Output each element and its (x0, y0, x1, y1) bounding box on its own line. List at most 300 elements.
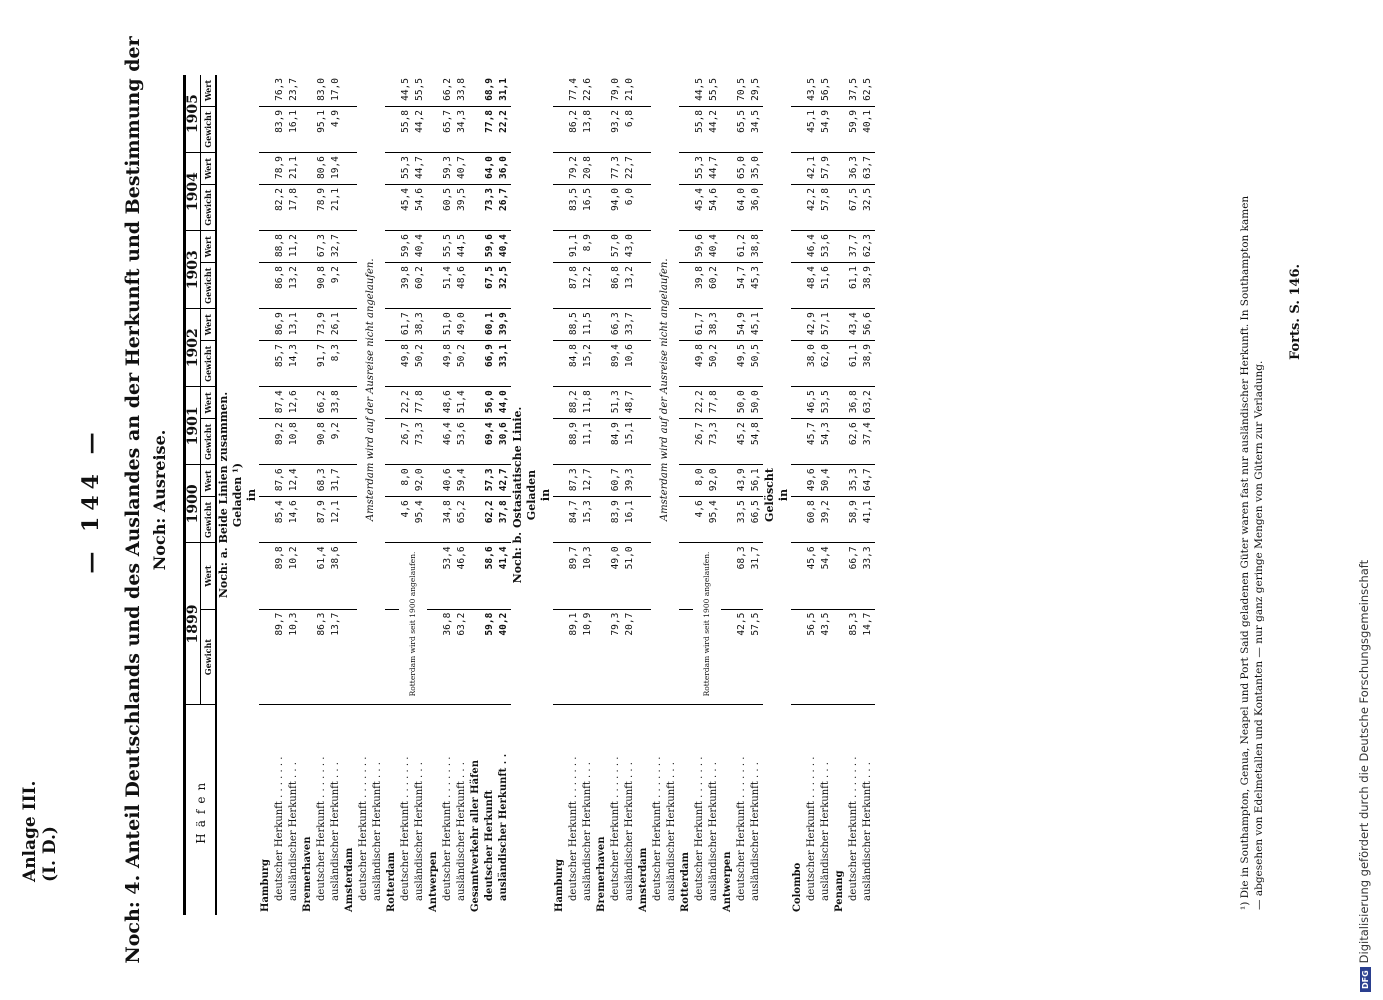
empty-cell (553, 263, 567, 309)
empty-cell (385, 609, 399, 705)
value-cell: 77,3 (609, 153, 623, 185)
empty-cell (301, 309, 315, 341)
value-cell: 53,6 (455, 419, 469, 465)
empty-cell (791, 387, 805, 419)
table-row (273, 75, 287, 915)
value-cell: 12,2 (581, 263, 595, 309)
value-cell: 64,0 (483, 153, 497, 185)
empty-cell (301, 609, 315, 705)
digitization-notice-bar (1357, 0, 1371, 1000)
value-cell: 49,5 (735, 341, 749, 387)
wert-header: Wert (201, 309, 217, 341)
port-label-row (301, 75, 315, 915)
port-label-row (595, 75, 609, 915)
value-cell: 42,2 (805, 185, 819, 231)
rotterdam-note: Rotterdam wird seit 1900 angelaufen. (399, 543, 427, 705)
value-cell: 35,3 (847, 465, 861, 497)
value-cell: 42,5 (735, 609, 749, 705)
empty-cell (833, 465, 847, 497)
empty-cell (791, 497, 805, 543)
value-cell: 36,3 (847, 153, 861, 185)
value-cell: 36,8 (441, 609, 455, 705)
empty-cell (791, 419, 805, 465)
value-cell: 60,5 (441, 185, 455, 231)
value-cell: 44,2 (413, 106, 427, 152)
value-cell: 40,4 (707, 231, 721, 263)
table-row (567, 75, 581, 915)
value-cell: 33,5 (735, 497, 749, 543)
empty-cell (553, 106, 567, 152)
value-cell: 26,7 (497, 185, 511, 231)
value-cell: 30,6 (497, 419, 511, 465)
empty-cell (637, 465, 651, 497)
empty-cell (259, 153, 273, 185)
empty-cell (469, 231, 483, 263)
table-row (735, 75, 749, 915)
empty-cell (385, 309, 399, 341)
value-cell: 73,3 (413, 419, 427, 465)
empty-cell (637, 497, 651, 543)
value-cell: 9,2 (329, 263, 343, 309)
value-cell: 13,2 (287, 263, 301, 309)
value-cell: 38,3 (413, 309, 427, 341)
value-cell: 85,4 (273, 497, 287, 543)
empty-cell (791, 75, 805, 106)
value-cell: 8,9 (581, 231, 595, 263)
gewicht-header: Gewicht (201, 609, 217, 705)
port-label-row (679, 75, 693, 915)
empty-cell (637, 387, 651, 419)
value-cell: 67,5 (847, 185, 861, 231)
empty-cell (791, 309, 805, 341)
wert-header: Wert (201, 75, 217, 106)
empty-cell (469, 543, 483, 609)
value-cell: 45,7 (805, 419, 819, 465)
empty-cell (427, 231, 441, 263)
value-cell: 70,5 (735, 75, 749, 106)
value-cell: 13,7 (329, 609, 343, 705)
year-header: 1899 (185, 543, 201, 705)
value-cell: 62,0 (819, 341, 833, 387)
value-cell: 13,8 (581, 106, 595, 152)
empty-cell (721, 609, 735, 705)
value-cell: 77,8 (413, 387, 427, 419)
empty-cell (595, 153, 609, 185)
empty-cell (721, 185, 735, 231)
empty-cell (721, 75, 735, 106)
value-cell: 62,2 (483, 497, 497, 543)
port-label: Rotterdam (680, 852, 691, 912)
year-header: 1904 (185, 153, 201, 231)
value-cell: 34,5 (749, 106, 763, 152)
value-cell: 49,8 (399, 341, 413, 387)
empty-cell (343, 419, 357, 465)
dfg-logo-icon: DFG (1360, 967, 1371, 992)
value-cell: 10,6 (623, 341, 637, 387)
value-cell: 95,4 (707, 497, 721, 543)
row-label: ausländischer Herkunft . . . (414, 762, 425, 901)
empty-cell (637, 153, 651, 185)
row-label: ausländischer Herkunft . . . (666, 762, 677, 901)
row-label: ausländischer Herkunft . . . (820, 762, 831, 901)
value-cell: 91,7 (315, 341, 329, 387)
value-cell: 29,5 (749, 75, 763, 106)
value-cell: 79,0 (609, 75, 623, 106)
empty-cell (385, 263, 399, 309)
value-cell: 89,2 (273, 419, 287, 465)
table-row (287, 75, 301, 915)
value-cell: 66,2 (315, 387, 329, 419)
empty-cell (637, 543, 651, 609)
value-cell: 48,4 (805, 263, 819, 309)
value-cell: 39,3 (623, 465, 637, 497)
empty-cell (721, 387, 735, 419)
value-cell: 92,0 (413, 465, 427, 497)
table-row (455, 75, 469, 915)
value-cell: 10,9 (581, 609, 595, 705)
group-geloescht-row (763, 75, 777, 915)
empty-cell (595, 609, 609, 705)
empty-cell (721, 106, 735, 152)
port-label-row (833, 75, 847, 915)
value-cell: 46,5 (805, 387, 819, 419)
value-cell: 32,5 (497, 263, 511, 309)
value-cell: 77,8 (483, 106, 497, 152)
row-label: ausländischer Herkunft . . . (708, 762, 719, 901)
empty-cell (595, 75, 609, 106)
empty-cell (595, 106, 609, 152)
value-cell: 45,1 (749, 309, 763, 341)
value-cell: 78,9 (315, 185, 329, 231)
value-cell: 45,3 (749, 263, 763, 309)
amsterdam-note: Amsterdam wird auf der Ausreise nicht angelaufen. (651, 75, 679, 705)
empty-cell (301, 387, 315, 419)
value-cell: 44,5 (693, 75, 707, 106)
empty-cell (833, 231, 847, 263)
empty-cell (679, 185, 693, 231)
value-cell: 46,4 (805, 231, 819, 263)
value-cell: 61,7 (399, 309, 413, 341)
value-cell: 38,0 (805, 341, 819, 387)
table-row (497, 75, 511, 915)
empty-cell (637, 309, 651, 341)
group-geloescht: Gelöscht (763, 468, 776, 522)
port-label: Rotterdam (386, 852, 397, 912)
value-cell: 94,0 (609, 185, 623, 231)
wert-header: Wert (201, 153, 217, 185)
value-cell: 61,7 (693, 309, 707, 341)
table-row (357, 75, 371, 915)
value-cell: 83,0 (315, 75, 329, 106)
value-cell: 33,3 (861, 543, 875, 609)
empty-cell (553, 419, 567, 465)
value-cell: 89,7 (567, 543, 581, 609)
value-cell: 54,3 (819, 419, 833, 465)
empty-cell (427, 543, 441, 609)
empty-cell (259, 609, 273, 705)
value-cell: 36,0 (497, 153, 511, 185)
value-cell: 87,9 (315, 497, 329, 543)
value-cell: 19,4 (329, 153, 343, 185)
empty-cell (553, 75, 567, 106)
table-row (861, 75, 875, 915)
value-cell: 44,5 (455, 231, 469, 263)
table-row (819, 75, 833, 915)
value-cell: 57,1 (819, 309, 833, 341)
value-cell: 31,7 (749, 543, 763, 609)
empty-cell (385, 543, 399, 609)
empty-cell (833, 497, 847, 543)
empty-cell (469, 106, 483, 152)
empty-cell (721, 309, 735, 341)
gewicht-header: Gewicht (201, 497, 217, 543)
empty-cell (721, 497, 735, 543)
value-cell: 85,3 (847, 609, 861, 705)
value-cell: 50,0 (735, 387, 749, 419)
page-number: — 144 — (78, 426, 104, 574)
value-cell: 36,8 (847, 387, 861, 419)
value-cell: 33,1 (497, 341, 511, 387)
value-cell: 22,2 (399, 387, 413, 419)
value-cell: 68,3 (315, 465, 329, 497)
port-label: Gesamtverkehr aller Häfen (470, 759, 481, 912)
value-cell: 60,2 (413, 263, 427, 309)
value-cell: 12,4 (287, 465, 301, 497)
empty-cell (385, 419, 399, 465)
page-subtitle: Noch: Ausreise. (150, 429, 169, 571)
value-cell: 67,3 (315, 231, 329, 263)
value-cell: 49,0 (609, 543, 623, 609)
empty-cell (595, 309, 609, 341)
empty-cell (385, 153, 399, 185)
value-cell: 21,0 (623, 75, 637, 106)
value-cell: 13,1 (287, 309, 301, 341)
value-cell: 37,5 (847, 75, 861, 106)
value-cell: 44,7 (413, 153, 427, 185)
empty-cell (259, 75, 273, 106)
empty-cell (343, 153, 357, 185)
value-cell: 26,1 (329, 309, 343, 341)
empty-cell (595, 419, 609, 465)
value-cell: 6,8 (623, 106, 637, 152)
value-cell: 42,1 (805, 153, 819, 185)
empty-cell (553, 309, 567, 341)
value-cell: 35,0 (749, 153, 763, 185)
empty-cell (259, 341, 273, 387)
empty-cell (343, 185, 357, 231)
value-cell: 15,1 (623, 419, 637, 465)
empty-cell (679, 341, 693, 387)
empty-cell (637, 75, 651, 106)
empty-cell (637, 231, 651, 263)
value-cell: 11,5 (581, 309, 595, 341)
row-label: deutscher Herkunft . . . . . . . (652, 756, 663, 901)
row-label: deutscher Herkunft . . . . . . . (736, 756, 747, 901)
value-cell: 68,9 (483, 75, 497, 106)
value-cell: 61,4 (315, 543, 329, 609)
year-header: 1900 (185, 465, 201, 543)
value-cell: 20,8 (581, 153, 595, 185)
value-cell: 80,6 (315, 153, 329, 185)
empty-cell (259, 231, 273, 263)
value-cell: 40,6 (441, 465, 455, 497)
value-cell: 38,6 (329, 543, 343, 609)
value-cell: 15,2 (581, 341, 595, 387)
empty-cell (343, 497, 357, 543)
value-cell: 57,3 (483, 465, 497, 497)
value-cell: 65,5 (735, 106, 749, 152)
value-cell: 90,8 (315, 263, 329, 309)
value-cell: 38,9 (861, 263, 875, 309)
value-cell: 51,4 (455, 387, 469, 419)
value-cell: 66,2 (441, 75, 455, 106)
section-b-title: Noch: b. Ostasiatische Linie. (511, 406, 524, 584)
value-cell: 13,2 (623, 263, 637, 309)
value-cell: 86,2 (567, 106, 581, 152)
value-cell: 54,7 (735, 263, 749, 309)
group-geladen-b: Geladen (525, 469, 538, 521)
value-cell: 50,2 (707, 341, 721, 387)
empty-cell (721, 419, 735, 465)
value-cell: 49,6 (805, 465, 819, 497)
empty-cell (679, 497, 693, 543)
value-cell: 33,8 (455, 75, 469, 106)
value-cell: 56,5 (805, 609, 819, 705)
empty-cell (469, 185, 483, 231)
value-cell: 14,7 (861, 609, 875, 705)
port-label: Penang (834, 870, 845, 912)
empty-cell (833, 106, 847, 152)
value-cell: 46,6 (455, 543, 469, 609)
value-cell: 11,2 (287, 231, 301, 263)
empty-cell (301, 341, 315, 387)
port-label-row (427, 75, 441, 915)
value-cell: 76,3 (273, 75, 287, 106)
value-cell: 14,3 (287, 341, 301, 387)
empty-cell (427, 419, 441, 465)
value-cell: 59,6 (693, 231, 707, 263)
value-cell: 32,7 (329, 231, 343, 263)
port-label: Hamburg (260, 858, 271, 912)
value-cell: 89,4 (609, 341, 623, 387)
value-cell: 66,9 (483, 341, 497, 387)
section-a-title-row (216, 75, 231, 915)
value-cell: 21,1 (329, 185, 343, 231)
value-cell: 55,8 (693, 106, 707, 152)
in-label-b2-row (777, 75, 791, 915)
value-cell: 86,3 (315, 609, 329, 705)
value-cell: 53,4 (441, 543, 455, 609)
empty-cell (469, 465, 483, 497)
value-cell: 89,7 (273, 609, 287, 705)
empty-cell (595, 543, 609, 609)
empty-cell (259, 543, 273, 609)
value-cell: 59,8 (483, 609, 497, 705)
gewicht-header: Gewicht (201, 106, 217, 152)
value-cell: 59,9 (847, 106, 861, 152)
value-cell: 73,9 (315, 309, 329, 341)
gewicht-header: Gewicht (201, 419, 217, 465)
empty-cell (343, 309, 357, 341)
value-cell: 86,9 (273, 309, 287, 341)
value-cell: 48,6 (441, 387, 455, 419)
value-cell: 77,8 (707, 387, 721, 419)
empty-cell (259, 309, 273, 341)
empty-cell (791, 106, 805, 152)
table-row (483, 75, 497, 915)
value-cell: 41,4 (497, 543, 511, 609)
port-label-row (385, 75, 399, 915)
empty-cell (385, 185, 399, 231)
port-label-row (721, 75, 735, 915)
value-cell: 60,7 (609, 465, 623, 497)
wert-header: Wert (201, 543, 217, 609)
empty-cell (679, 75, 693, 106)
value-cell: 49,8 (441, 341, 455, 387)
value-cell: 16,1 (287, 106, 301, 152)
value-cell: 84,7 (567, 497, 581, 543)
empty-cell (469, 153, 483, 185)
empty-cell (679, 153, 693, 185)
value-cell: 50,5 (749, 341, 763, 387)
empty-cell (343, 543, 357, 609)
empty-cell (427, 153, 441, 185)
empty-cell (637, 341, 651, 387)
value-cell: 73,3 (707, 419, 721, 465)
empty-cell (833, 341, 847, 387)
value-cell: 88,8 (273, 231, 287, 263)
value-cell: 4,9 (329, 106, 343, 152)
value-cell: 22,6 (581, 75, 595, 106)
value-cell: 44,0 (497, 387, 511, 419)
value-cell: 45,2 (735, 419, 749, 465)
empty-cell (791, 185, 805, 231)
value-cell: 15,3 (581, 497, 595, 543)
value-cell: 51,4 (441, 263, 455, 309)
empty-cell (637, 419, 651, 465)
empty-cell (833, 75, 847, 106)
value-cell: 38,3 (707, 309, 721, 341)
empty-cell (385, 341, 399, 387)
value-cell: 34,3 (455, 106, 469, 152)
ports-header: Häfen (185, 705, 217, 915)
empty-cell (469, 75, 483, 106)
continuation-note: Forts. S. 146. (1288, 263, 1303, 360)
footnote (1238, 80, 1266, 910)
empty-cell (469, 387, 483, 419)
value-cell: 95,4 (413, 497, 427, 543)
value-cell: 38,8 (749, 231, 763, 263)
value-cell: 43,5 (805, 75, 819, 106)
gewicht-header: Gewicht (201, 185, 217, 231)
table-row (707, 75, 721, 915)
empty-cell (469, 419, 483, 465)
value-cell: 42,7 (497, 465, 511, 497)
value-cell: 39,2 (819, 497, 833, 543)
value-cell: 17,8 (287, 185, 301, 231)
empty-cell (595, 465, 609, 497)
empty-cell (833, 153, 847, 185)
value-cell: 39,8 (693, 263, 707, 309)
value-cell: 31,7 (329, 465, 343, 497)
value-cell: 56,1 (749, 465, 763, 497)
annex-label: Anlage III. (20, 780, 40, 882)
rotterdam-note: Rotterdam wird seit 1900 angelaufen. (693, 543, 721, 705)
row-label: ausländischer Herkunft . . . (624, 762, 635, 901)
value-cell: 77,4 (567, 75, 581, 106)
empty-cell (385, 497, 399, 543)
value-cell: 50,2 (455, 341, 469, 387)
